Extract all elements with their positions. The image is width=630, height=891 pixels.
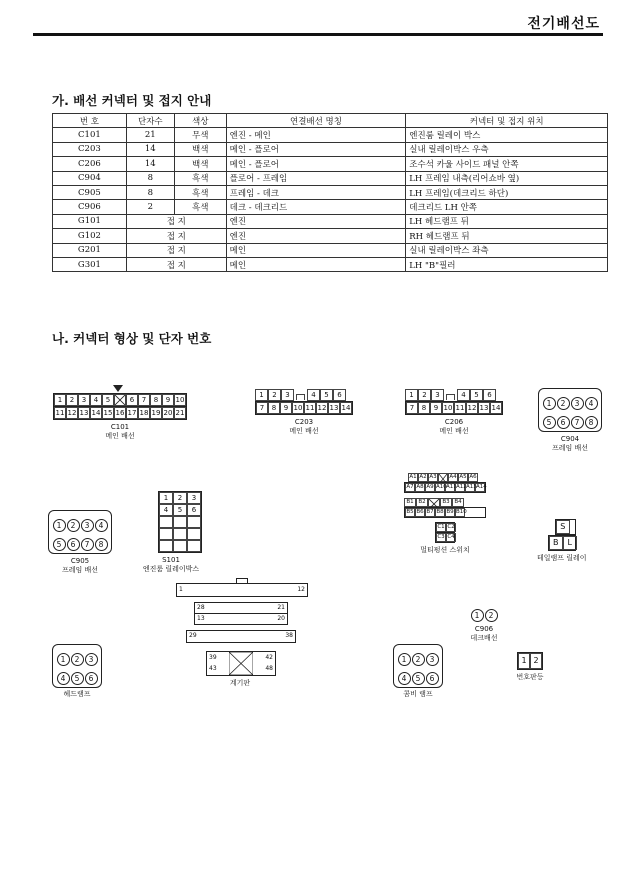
table-cell: 데크 - 데크리드 [226,200,406,214]
pin-circle: 3 [426,653,439,666]
table-row [53,214,608,228]
connector-license-lamp [510,652,550,682]
pin-cell: 21 [175,409,185,417]
c206-row-2 [405,401,503,415]
pin-cell: A5 [459,474,467,480]
pin-cell: A3 [429,474,437,480]
pin-cell: 10 [293,404,303,412]
multi-row-2 [404,482,486,493]
pin-cell: C2 [447,524,455,530]
headlamp-name: 헤드램프 [63,690,91,698]
pin-cell: 2 [268,389,281,401]
pin-cell: B7 [426,509,434,515]
col-header: 연결배선 명칭 [226,114,406,128]
table-cell: C904 [53,171,127,185]
plate-name: 번호판등 [516,673,544,681]
pin-cell: 8 [418,402,430,414]
connector-s101 [140,491,202,574]
pin-cell: 6 [483,389,496,401]
pin-cell: 1 [255,389,268,401]
c905-name: 프레임 배선 [61,566,99,574]
table-row [53,200,608,214]
cluster-pin: 38 [285,632,293,639]
table-cell: 14 [126,142,174,156]
header-rule [33,33,603,36]
pin-circle: 1 [543,397,556,410]
pin-cell: 13 [479,404,489,412]
table-header-row [53,114,608,128]
cluster-pin: 48 [265,665,273,672]
cluster-pin: 20 [277,615,285,622]
pin-cell: 15 [103,409,113,417]
pin-cell: 14 [341,404,351,412]
table-row [53,157,608,171]
plate-pin: 2 [530,653,542,669]
connector-headlamp [52,644,102,699]
pin-cell: B4 [452,498,464,507]
cluster-pin: 42 [265,654,273,661]
table-cell: 실내 릴레이박스 좌측 [406,243,608,257]
pin-cell: 2 [173,492,187,504]
page-header-title: 전기배선도 [527,16,600,32]
cluster-pin: 21 [277,604,285,611]
pin-circle: 4 [398,672,411,685]
connector-multi-function-switch [404,473,486,555]
pin-circle: 3 [571,397,584,410]
table-cell: C203 [53,142,127,156]
section-a-title: 가. 배선 커넥터 및 접지 안내 [52,93,212,108]
cluster-pin: 29 [189,632,197,639]
c905-row-1 [52,513,108,532]
table-cell: 메인 - 플로어 [226,157,406,171]
connector-c206 [405,389,503,436]
cluster-pin: 1 [179,586,183,593]
pin-circle: 2 [557,397,570,410]
multi-row-6 [435,533,455,543]
pin-circle: 8 [585,416,598,429]
pin-cell: 10 [443,404,453,412]
table-cell: 데크리드 LH 안쪽 [406,200,608,214]
pin-cell: 1 [54,394,66,406]
table-cell: LH 프레임(데크리드 하단) [406,185,608,199]
pin-cell: C4 [447,534,455,540]
table-cell: 접 지 [126,257,226,271]
pin-circle: 3 [85,653,98,666]
connector-c101 [53,393,187,441]
pin-cell: 14 [491,404,501,412]
pin-circle: 5 [543,416,556,429]
pin-cell: 5 [320,389,333,401]
pin-cell: 20 [163,409,173,417]
pin-cell: 7 [406,402,418,414]
pin-circle: 5 [53,538,66,551]
pin-cell [444,389,457,399]
table-cell: 메인 - 플로어 [226,142,406,156]
table-cell: 플로어 - 프레임 [226,171,406,185]
pin-cell: B5 [406,509,414,515]
pin-cell: 11 [55,409,65,417]
table-cell: C206 [53,157,127,171]
pin-cell: 7 [138,394,150,406]
cluster-pin: 13 [197,615,205,622]
c905-id: C905 [70,557,90,565]
pin-cell: 6 [126,394,138,406]
cluster-name: 계기판 [229,679,251,687]
pin-cell: 14 [91,409,101,417]
pin-cell: C3 [437,534,445,540]
pin-cell: B9 [446,509,454,515]
pin-cell: 5 [470,389,483,401]
key-cross [115,395,125,405]
multi-name: 멀티펑션 스위치 [420,546,470,554]
pin-circle: 6 [557,416,570,429]
pin-cell: B3 [440,498,452,507]
table-cell: 8 [126,171,174,185]
pin-cell: 8 [150,394,162,406]
table-cell: 프레임 - 데크 [226,185,406,199]
s101-row-1 [159,492,201,504]
cluster-pin: 12 [297,586,305,593]
col-header: 번 호 [53,114,127,128]
pin-cell: 3 [431,389,444,401]
table-cell: 흑색 [174,171,226,185]
table-cell: 흑색 [174,200,226,214]
cluster-key-mark [229,652,253,675]
pin-circle: 5 [71,672,84,685]
pin-cell: 1 [405,389,418,401]
table-cell: G201 [53,243,127,257]
pin-cell: A14 [476,484,487,490]
connector-c904 [538,388,602,453]
pin-cell: A12 [456,484,467,490]
pin-cell: 6 [333,389,346,401]
pin-cell: 18 [139,409,149,417]
table-cell: RH 헤드램프 뒤 [406,229,608,243]
col-header: 커넥터 및 접지 위치 [406,114,608,128]
table-cell: 엔진 [226,229,406,243]
pin-circle: 4 [95,519,108,532]
pin-cell: 3 [78,394,90,406]
pin-circle: 7 [81,538,94,551]
connector-c203 [255,389,353,436]
pin-cell: 19 [151,409,161,417]
pin-cell: B2 [416,498,428,507]
pin-cell: 7 [256,402,268,414]
table-cell: 백색 [174,157,226,171]
pin-cell: 11 [305,404,315,412]
table-cell: LH "B"필러 [406,257,608,271]
c905-row-2 [52,532,108,551]
c101-row-2 [53,407,187,420]
pin-circle: 6 [67,538,80,551]
pin-cell: 17 [127,409,137,417]
table-cell: 실내 릴레이박스 우측 [406,142,608,156]
combi-name: 콤비 램프 [403,690,433,698]
pin-cell: 13 [329,404,339,412]
c904-row-2 [542,410,598,429]
table-cell: C906 [53,200,127,214]
pin-circle: 2 [71,653,84,666]
col-header: 색상 [174,114,226,128]
pin-cell: 5 [173,504,187,516]
pin-cell: 5 [102,394,114,406]
pin-cell [114,394,126,406]
pin-circle: 4 [57,672,70,685]
s101-name: 엔진룸 릴레이박스 [142,565,200,573]
section-b-title: 나. 커넥터 형상 및 단자 번호 [52,331,212,346]
table-cell: 8 [126,185,174,199]
pin-cell: 9 [430,402,442,414]
pin-cell: 10 [175,396,185,404]
pin-cell: A10 [436,484,447,490]
pin-cell: 6 [187,504,201,516]
c101-name: 메인 배선 [105,432,135,440]
pin-cell: A7 [406,484,414,490]
pin-cell: 8 [268,402,280,414]
pin-cell: 3 [187,492,201,504]
c906-pin: 1 [471,609,484,622]
pin-cell: B10 [456,509,467,515]
pin-cell: 9 [162,394,174,406]
c101-id: C101 [110,423,130,431]
table-cell: 엔진 [226,214,406,228]
table-cell: G102 [53,229,127,243]
pin-cell: 4 [457,389,470,401]
pin-cell: A6 [469,474,477,480]
connector-combi-lamp [393,644,443,699]
pin-cell: 4 [90,394,102,406]
tail-pin: S [556,520,570,534]
headlamp-row-2 [56,666,98,685]
table-cell: 흑색 [174,185,226,199]
connector-cluster [172,578,308,690]
pin-cell: 1 [159,492,173,504]
pin-cell: A2 [419,474,427,480]
c203-row-2 [255,401,353,415]
table-cell: 21 [126,128,174,142]
c906-name: 데크배선 [470,634,498,642]
pin-circle: 6 [426,672,439,685]
pin-cell: C1 [437,524,445,530]
c101-row-1 [53,393,187,407]
pin-circle: 7 [571,416,584,429]
c203-row-1 [255,389,353,401]
pin-cell: B1 [404,498,416,507]
cluster-pin: 28 [197,604,205,611]
pin-cell [438,473,448,482]
pin-cell: 2 [66,394,78,406]
pin-cell: 4 [307,389,320,401]
multi-row-1 [408,473,486,482]
pin-cell: 3 [281,389,294,401]
plate-pin: 1 [518,653,530,669]
pin-cell: B8 [436,509,444,515]
c101-key-mark [113,385,123,392]
multi-row-5 [435,522,455,533]
pin-cell: 9 [280,402,292,414]
table-row [53,257,608,271]
table-row [53,229,608,243]
pin-cell: 12 [317,404,327,412]
pin-circle: 6 [85,672,98,685]
pin-cell: A11 [446,484,457,490]
combi-row-1 [397,647,439,666]
pin-cell: A1 [409,474,417,480]
cluster-pin: 43 [209,665,217,672]
c206-name: 메인 배선 [439,427,469,435]
connector-tail-lamp-relay [537,519,587,563]
table-row [53,243,608,257]
table-row [53,128,608,142]
c906-pin: 2 [485,609,498,622]
c904-id: C904 [560,435,580,443]
table-cell: 무색 [174,128,226,142]
table-row [53,185,608,199]
c203-id: C203 [294,418,314,426]
pin-cell: 2 [418,389,431,401]
c904-name: 프레임 배선 [551,444,589,452]
table-cell: 엔진 - 메인 [226,128,406,142]
table-cell: LH 프레임 내측(리어쇼바 옆) [406,171,608,185]
c906-id: C906 [474,625,494,633]
c206-id: C206 [444,418,464,426]
table-cell: 조수석 카울 사이드 패널 안쪽 [406,157,608,171]
pin-circle: 4 [585,397,598,410]
table-cell: 접 지 [126,229,226,243]
table-cell: 메인 [226,243,406,257]
table-cell: G301 [53,257,127,271]
table-cell: C905 [53,185,127,199]
pin-circle: 2 [412,653,425,666]
pin-cell: A4 [449,474,457,480]
tail-pin: L [563,536,577,550]
table-row [53,171,608,185]
combi-row-2 [397,666,439,685]
pin-cell: 16 [115,409,125,417]
pin-cell: 11 [455,404,465,412]
pin-cell: 4 [159,504,173,516]
pin-cell [294,389,307,399]
table-cell: 백색 [174,142,226,156]
pin-circle: 3 [81,519,94,532]
table-cell: 메인 [226,257,406,271]
connector-c906 [466,603,502,643]
tail-pin: B [549,536,563,550]
table-cell: 엔진룸 릴레이 박스 [406,128,608,142]
s101-row-2 [159,504,201,516]
pin-cell: A13 [466,484,477,490]
connector-c905 [48,510,112,575]
pin-circle: 1 [398,653,411,666]
table-cell: 접 지 [126,243,226,257]
pin-circle: 8 [95,538,108,551]
cluster-pin: 39 [209,654,217,661]
headlamp-row-1 [56,647,98,666]
table-cell: G101 [53,214,127,228]
pin-cell: 13 [79,409,89,417]
pin-cell: A8 [416,484,424,490]
multi-row-4 [404,507,486,518]
col-header: 단자수 [126,114,174,128]
c904-row-1 [542,391,598,410]
table-cell: LH 헤드램프 뒤 [406,214,608,228]
table-cell: 14 [126,157,174,171]
pin-circle: 2 [67,519,80,532]
table-cell: C101 [53,128,127,142]
tail-name: 테일램프 릴레이 [537,554,587,562]
c203-name: 메인 배선 [289,427,319,435]
pin-cell: B6 [416,509,424,515]
s101-id: S101 [162,556,180,564]
pin-circle: 5 [412,672,425,685]
pin-cell: 12 [67,409,77,417]
pin-cell [428,498,440,507]
pin-circle: 1 [53,519,66,532]
pin-circle: 1 [57,653,70,666]
pin-cell: 12 [467,404,477,412]
table-cell: 접 지 [126,214,226,228]
table-cell: 2 [126,200,174,214]
connector-table [52,113,608,272]
c206-row-1 [405,389,503,401]
table-row [53,142,608,156]
multi-row-3 [404,498,486,507]
pin-cell: A9 [426,484,434,490]
